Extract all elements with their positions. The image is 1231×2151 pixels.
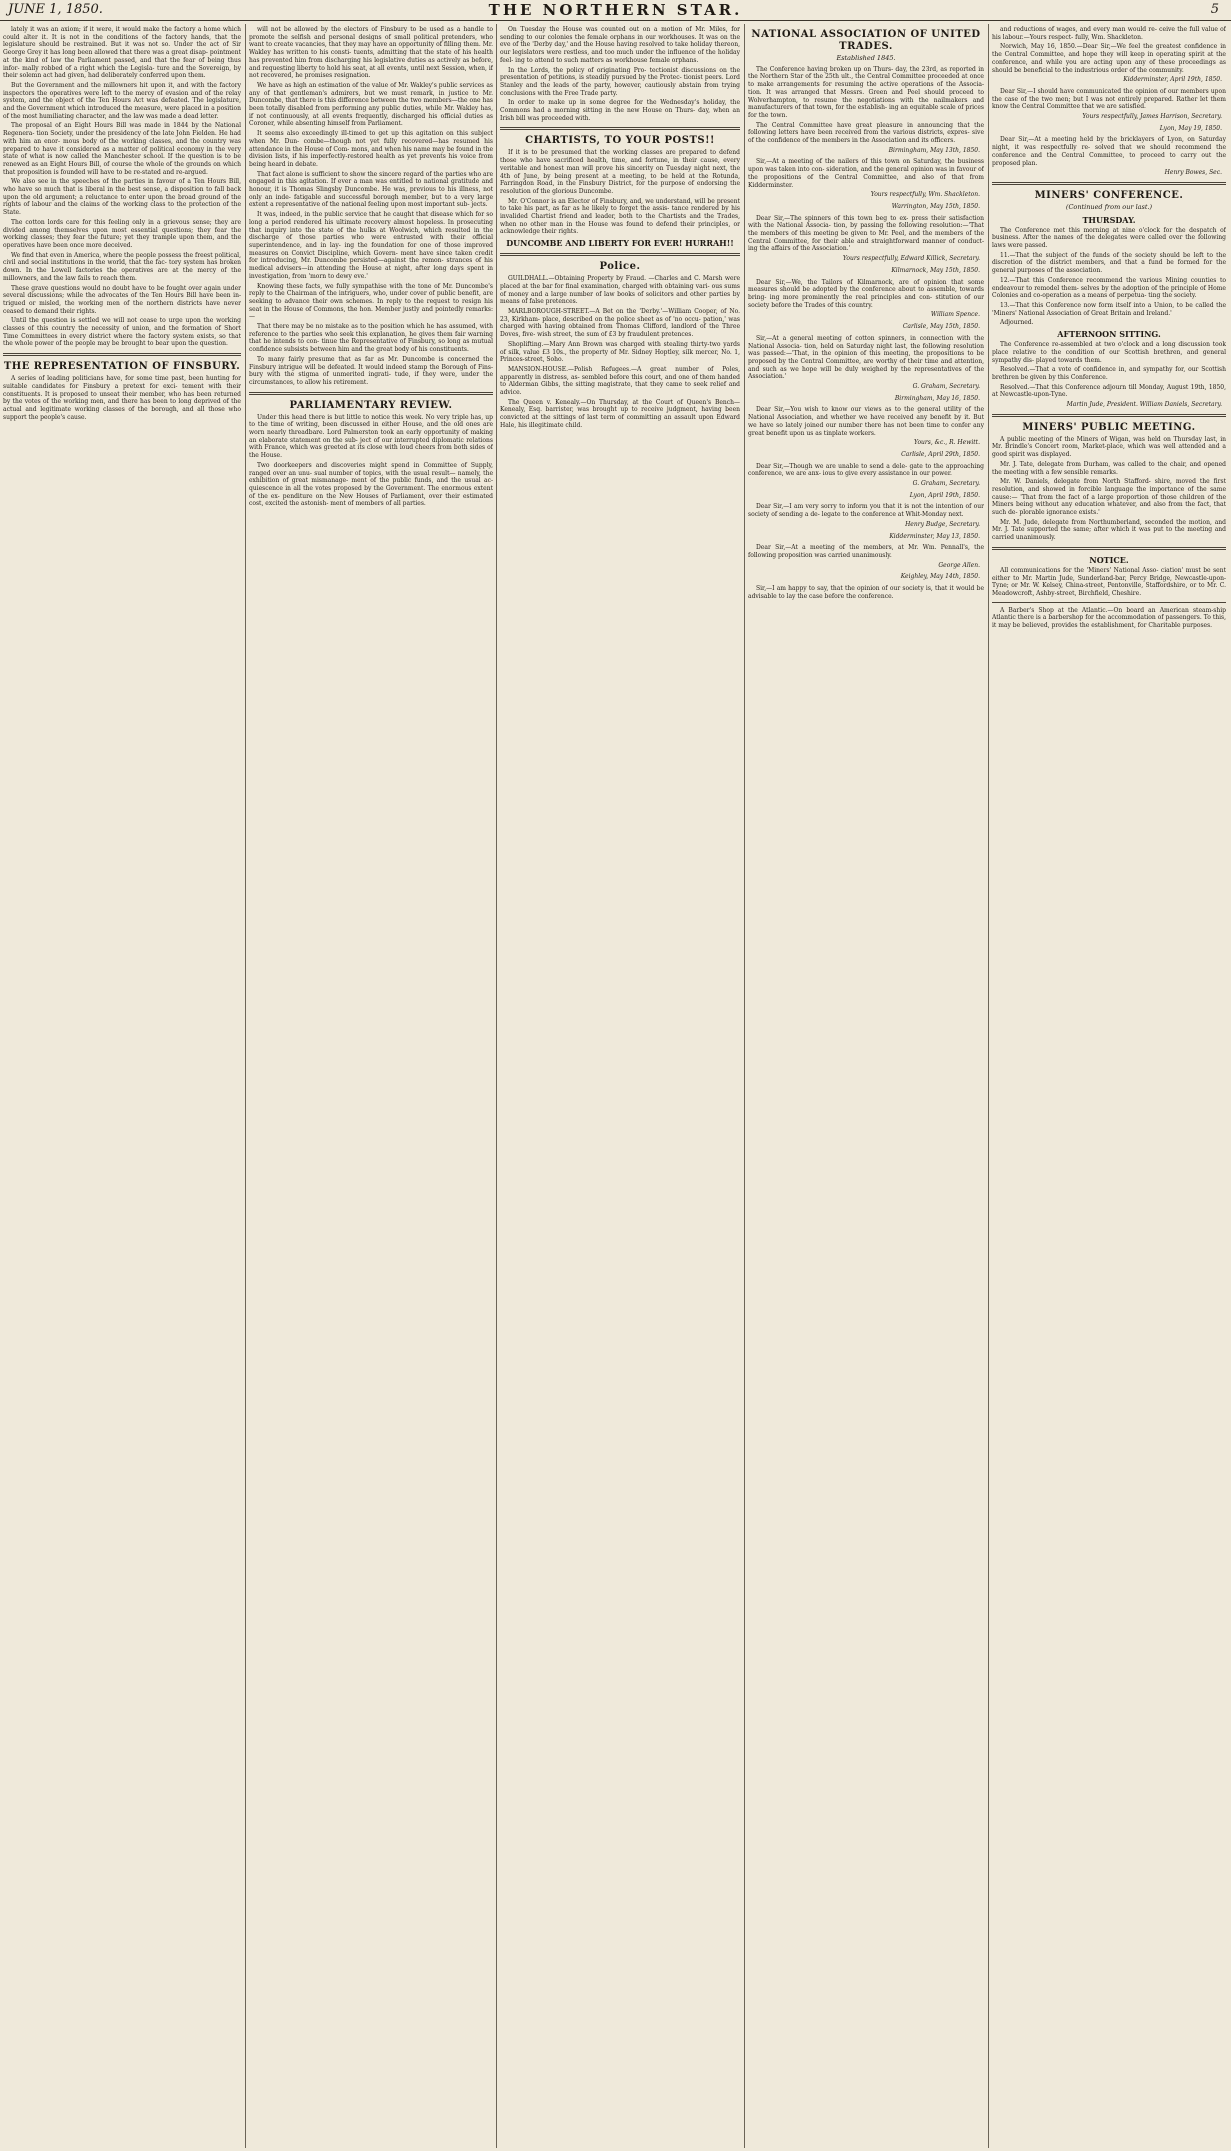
masthead [0, 0, 1231, 21]
section-rule [992, 602, 1226, 603]
article-paragraph: GUILDHALL.—Obtaining Property by Fraud. —Charles and C. Marsh were placed at the bar for final examination, charged with obtaining vari- ous sums of money and a large number of law books of solicitors and other parties by means of false pretences. [500, 275, 740, 306]
notice-heading: NOTICE. [1089, 554, 1129, 565]
letter-signature: Yours respectfully, Edward Killick, Secretary. [842, 255, 980, 263]
letter-signature: Henry Bowes, Sec. [1164, 169, 1222, 177]
article-paragraph: Until the question is settled we will not cease to urge upon the working classes of this country the necessity of union, and the formation of Short Time Committees in every district where the factory system exists, so that the whole power of the people may be brought to bear upon the question. [3, 317, 241, 348]
article-paragraph: The Central Committee have great pleasure in announcing that the following letters have been received from the various districts, expres- sive of the confidence of the members in the Association and its officers. [748, 121, 984, 145]
article-paragraph: MARLBOROUGH-STREET.—A Bet on the 'Derby.'—William Cooper, of No. 23, Kirkham- place, described on the police sheet as of 'no occu- pation,' was charged with having obtained from Thomas Clifford, landlord of the Three Doves, five- wish street, the sum of £3 by fraudulent pretences. [500, 307, 740, 339]
article-paragraph: That fact alone is sufficient to show the sincere regard of the parties who are engaged in this agitation. If ever a man was entitled to national gratitude and honour, it is Thomas Slingsby Duncombe. He was, previous to his illness, not only an inde- fatigable and successful borough member, but to a very large extent a representative of the national feeling upon most important sub- jects. [249, 170, 493, 209]
section-subheading: THURSDAY. [1082, 214, 1136, 225]
article-paragraph: Resolved.—That a vote of confidence in, and sympathy for, our Scottish brethren be given by this Conference. [992, 366, 1226, 381]
slogan: DUNCOMBE AND LIBERTY FOR EVER! HURRAH!! [506, 238, 734, 249]
article-paragraph: It was, indeed, in the public service that he caught that disease which for so long a period rendered his ultimate recovery almost hopeless. In prosecuting that inquiry into the state of the hulks at Woolwich, which resulted in the discharge of those parties who were entrusted with their official superintendence, and in lay- ing the foundation for one of those improved measures on Convict Discipline, which Govern- ment have since taken credit for introducing, Mr. Duncombe persisted—against the remon- strances of his medical advisers—in attending the House at night, after long days spent in investigation, from 'morn to dewy eve.' [249, 211, 493, 280]
article-paragraph: Knowing these facts, we fully sympathise with the tone of Mr. Duncombe's reply to the Chairman of the intriguers, who, under cover of public benefit, are seeking to advance their own schemes. In reply to the request to resign his seat in the House of Commons, the hon. Member justly and pointedly remarks:— [249, 282, 493, 321]
article-paragraph: The Conference met this morning at nine o'clock for the despatch of business. After the names of the delegates were called over the following laws were passed. [992, 226, 1226, 250]
article-heading: MINERS' PUBLIC MEETING. [1022, 421, 1196, 433]
section-rule [992, 547, 1226, 550]
section-rule [249, 392, 493, 395]
article-heading: Police. [599, 261, 641, 273]
signatories: Martin Jude, President. William Daniels, Secretary. [1066, 401, 1222, 409]
article-paragraph: Two doorkeepers and discoveries might spend in Committee of Supply, ranged over an unu- sual number of topics, with the usual result— namely, the exhibition of great mismanage- ment of the public funds, and the usual ac- quiescence in all the votes proposed by the Government. The enormous extent of the ex- penditure on the New Houses of Parliament, over their estimated cost, excited the astonish- ment of members of all parties. [249, 461, 493, 508]
column-1 [3, 26, 241, 2146]
article-paragraph: Mr. M. Jude, delegate from Northumberland, seconded the motion, and Mr. J. Tate supported the same; after which it was put to the meeting and carried unanimously. [992, 518, 1226, 542]
article-paragraph: A Barber's Shop at the Atlantic.—On board an American steam-ship Atlantic there is a barbershop for the accommodation of passengers. To this, it may be believed, provides the establishment, for Charitable purposes. [992, 606, 1226, 630]
article-paragraph: On Tuesday the House was counted out on a motion of Mr. Miles, for sending to our colonies the female orphans in our workhouses. It was on the eve of the 'Derby day,' and the House having resolved to take holiday thereon, our legislators were restless, and too much under the influence of the holiday feel- ing to attend to such matters as workhouse female orphans. [500, 26, 740, 64]
letter-signature: Henry Budge, Secretary. [905, 520, 980, 528]
letter-text: Dear Sir,—We, the Tailors of Kilmarnock, are of opinion that some measures should be adopted by the conference about to assemble, towards bring- ing more prominently the real principles and con- stitution of our society before the Trades of this country. [748, 278, 984, 309]
letter-text: Dear Sir,—I am very sorry to inform you that it is not the intention of our society of sending a de- legate to the conference at Whit-Monday next. [748, 503, 984, 519]
article-paragraph: But the Government and the millowners hit upon it, and with the factory inspectors the operatives were left to the mercy of evasion and of the relay system, and the object of the Ten Hours Act was defeated. The legislature, and the Government which introduced the measure, were placed in a position of the most humiliating character, and the law was made a dead letter. [3, 81, 241, 120]
article-paragraph: Resolved.—That this Conference adjourn till Monday, August 19th, 1850, at Newcastle-upon-Tyne. [992, 383, 1226, 399]
article-paragraph: The Conference having broken up on Thurs- day, the 23rd, as reported in the Northern Star of the 25th ult., the Central Committee proceeded at once to make arrangements for resuming the active operations of the Associa- tion. It was arranged that Messrs. Green and Peel should proceed to Wolverhampton, to resume the negotiations with the nailmakers and manufacturers of that town, for the establish- ing an equitable scale of prices for the town. [748, 65, 984, 119]
column-divider [988, 24, 989, 2148]
letter-text: Sir,—At a general meeting of cotton spinners, in connection with the National Associa- tion, held on Saturday night last, the following resolution was passed:—'That, in the opinion of this meeting, the propositions to be proposed by the Central Committee, are worthy of their time and attention, and such as we hope will be duly weighed by the representatives of the Association.' [748, 334, 984, 381]
section-rule [992, 182, 1226, 185]
article-paragraph: These grave questions would no doubt have to be fought over again under several discussions; while the advocates of the Ten Hours Bill have been in- trigued or misled, the working men of the northern districts have never ceased to demand their rights. [3, 284, 241, 315]
article-paragraph: In the Lords, the policy of originating Pro- tectionist discussions on the presentation of petitions, is steadily pursued by the Protec- tionist peers. Lord Stanley and the leads of the party, however, cautiously abstain from trying conclusions with the Free Trade party. [500, 66, 740, 97]
article-heading: MINERS' CONFERENCE. [1034, 189, 1184, 201]
article-heading: PARLIAMENTARY REVIEW. [289, 399, 453, 411]
letter-place: Carlisle, April 29th, 1850. [901, 450, 980, 458]
continued-note: (Continued from our last.) [1065, 202, 1153, 211]
article-paragraph: We have as high an estimation of the value of Mr. Wakley's public services as any of that gentleman's admirers, but we must remark, in justice to Mr. Duncombe, that there is this difference between the two members—the one has been totally disabled from performing any public duties, while Mr. Wakley has, if not continuously, at all events frequently, discharged his official duties as Coroner, while absenting himself from Parliament. [249, 81, 493, 128]
column-4 [748, 26, 984, 2146]
letter-place: Kilmarnock, May 15th, 1850. [891, 266, 980, 274]
letter-place: Kidderminster, May 13, 1850. [889, 532, 980, 540]
letter-signature: G. Graham, Secretary. [912, 480, 980, 488]
article-paragraph: We also see in the speeches of the parties in favour of a Ten Hours Bill, who have so much that is liberal in the best sense, a disposition to fall back upon the old argument; a reluctance to enter upon the broad ground of the rights of labour and the claims of the working class to the protection of the State. [3, 178, 241, 217]
article-paragraph: lately it was an axiom; if it were, it would make the factory a home which could alter it. It is not in the conditions of the factory hands, that the legislature should be restrained. But it was not so. Under the act of Sir George Grey it has long been allowed that there was a great disap- pointment at the kind of law the Parliament passed, and that the fear of being thus infor- mally robbed of a right which the Legisla- ture and the Sovereign, by their solemn act had given, had deliberately conferred upon them. [3, 26, 241, 80]
article-paragraph: Shoplifting.—Mary Ann Brown was charged with stealing thirty-two yards of silk, value £3 10s., the property of Mr. Sidney Hoptley, silk mercer, No. 1, Princes-street, Soho. [500, 340, 740, 364]
article-paragraph: Norwich, May 16, 1850.—Dear Sir,—We feel the greatest confidence in the Central Committee, and hope they will keep in operating spirit at the conference, and while you are acting upon any of these proceedings as should be beneficial to the industrious order of the community. [992, 43, 1226, 74]
article-paragraph: and reductions of wages, and every man would re- ceive the full value of his labour.—Yours respect- fully, Wm. Shackleton. [992, 26, 1226, 41]
newspaper-title: THE NORTHERN STAR. [488, 1, 743, 19]
article-paragraph: The proposal of an Eight Hours Bill was made in 1844 by the National Regenera- tion Society, under the presidency of the late John Fielden. He had with him an enor- mous body of the working classes, and the country was prepared to have it considered as a matter of political economy in the very state of what is now called the Manchester school. If the question is to be renewed as an Eight Hours Bill, of course the whole of the grounds on which that proposition is founded will have to be re-stated and re-argued. [3, 122, 241, 176]
article-paragraph: 11.—That the subject of the funds of the society should be left to the discretion of the district members, and that a fund be formed for the general purposes of the association. [992, 251, 1226, 275]
letter-text: Dear Sir,—You wish to know our views as to the general utility of the National Association, and whether we have received any benefit by it. But we have so lately joined our number there has not been time to confer any great benefit upon us as tinplate workers. [748, 406, 984, 437]
letter-text: Sir,—At a meeting of the nailers of this town on Saturday, the business upon was taken into con- sideration, and the general opinion was in favour of the propositions of the Central Committee, and also of that from Kidderminster. [748, 158, 984, 189]
article-paragraph: will not be allowed by the electors of Finsbury to be used as a handle to promote the selfish and personal designs of small political pretenders, who want to create vacancies, that they may have an opportunity of filling them. Mr. Wakley has written to his consti- tuents, admitting that the state of his health has prevented him from discharging his legislative duties as actively as before, and requesting liberty to hold his seat, at all events, until next Session, when, if not recovered, he promises resignation. [249, 26, 493, 80]
column-divider [496, 24, 497, 2148]
article-paragraph: To many fairly presume that as far as Mr. Duncombe is concerned the Finsbury intrigue will be defeated. It would indeed stamp the Borough of Fins- bury with the stigma of unmerited ingrati- tude, if they were, under the circumstances, to allow his retirement. [249, 355, 493, 386]
article-paragraph: If it is to be presumed that the working classes are prepared to defend those who have sacrificed health, time, and fortune, in their cause, every veritable and honest man will prove his sincerity on Tuesday night next, the 4th of June, by being present at a meeting, to be held at the Rotunda, Farringdon Road, in the Finsbury District, for the purpose of endorsing the resolution of the glorious Duncombe. [500, 149, 740, 195]
article-paragraph: We find that even in America, where the people possess the freest political, civil and social institutions in the world, that the fac- tory system has broken down. In the Lowell factories the operatives are at the mercy of the millowners, and the law fails to reach them. [3, 251, 241, 282]
article-paragraph: Under this head there is but little to notice this week. No very triple has, up to the time of writing, been discussed in either House, and the old ones are worn nearly threadbare. Lord Palmerston took an early opportunity of making an elaborate statement on the sub- ject of our interrupted diplomatic relations with France, which was greeted at its close with loud cheers from both sides of the House. [249, 413, 493, 460]
letter-place: Lyon, May 19, 1850. [1159, 124, 1222, 132]
letter-place: Carlisle, May 15th, 1850. [902, 323, 980, 331]
article-heading: NATIONAL ASSOCIATION OF UNITED TRADES. [751, 29, 981, 52]
letter-signature: G. Graham, Secretary. [912, 383, 980, 391]
column-3 [500, 26, 740, 2146]
letter-signature: Yours, &c., R. Hewitt. [914, 439, 980, 447]
column-divider [744, 24, 745, 2148]
article-paragraph: 12.—That this Conference recommend the various Mining counties to endeavour to remodel them- selves by the adoption of the principle of Home Colonies and co-operation as a means of perpetua- ting the society. [992, 276, 1226, 300]
column-5 [992, 26, 1226, 2146]
letter-text: Dear Sir,—I should have communicated the opinion of our members upon the case of the two men; but I was not entirely prepared. Rather let them know the Central Committee that we are satisfied. [992, 87, 1226, 111]
letter-signature: Yours respectfully, James Harrison, Secretary. [1082, 113, 1222, 121]
article-paragraph: The Queen v. Kenealy.—On Thursday, at the Court of Queen's Bench—Kenealy, Esq. barrister, was brought up to receive judgment, having been convicted at the sittings of last term of committing an assault upon Edward Hale, his illegitimate child. [500, 398, 740, 429]
article-paragraph: The cotton lords care for this feeling only in a grievous sense; they are divided among themselves upon most essential questions; they fear the working classes; they fear the future; yet they trample upon them, and the operatives have been once more deceived. [3, 218, 241, 249]
letter-text: Dear Sir,—The spinners of this town beg to ex- press their satisfaction with the National Associa- tion, by passing the following resolution:—'That the members of this meeting be given to Mr. Peel, and the members of the Central Committee, for their able and straightforward manner of conduct- ing the affairs of the Association.' [748, 214, 984, 253]
article-paragraph: Adjourned. [1000, 319, 1034, 327]
issue-date: JUNE 1, 1850. [8, 2, 103, 17]
letter-text: Dear Sir,—Though we are unable to send a dele- gate to the approaching conference, we are anx- ious to give every assistance in our power. [748, 462, 984, 478]
section-rule [500, 127, 740, 130]
letter-place: Birmingham, May 16, 1850. [894, 394, 980, 402]
article-paragraph: All communications for the 'Miners' National Asso- ciation' must be sent either to Mr. Martin Jude, Sunderland-bar, Percy Bridge, Newcastle-upon-Tyne; or Mr. W. Kelsey, China-street, Pentonville, Staffordshire, or to Mr. C. Meadowcroft, Ashby-street, Birchfield, Cheshire. [992, 566, 1226, 597]
article-paragraph: The Conference re-assembled at two o'clock and a long discussion took place relative to the condition of our Scottish brethren, and general sympathy dis- played towards them. [992, 341, 1226, 364]
letter-text: Dear Sir,—At a meeting held by the bricklayers of Lyon, on Saturday night, it was respectfully re- solved that we should recommend the conference and the Central Committee, to proceed to carry out the proposed plan. [992, 136, 1226, 167]
letter-text: Sir,—I am happy to say, that the opinion of our society is, that it would be advisable to lay the case before the conference. [748, 585, 984, 600]
article-paragraph: Mr. J. Tate, delegate from Durham, was called to the chair, and opened the meeting with a few sensible remarks. [992, 460, 1226, 476]
letter-signature: Yours respectfully, Wm. Shackleton. [870, 191, 980, 199]
letter-place: Warrington, May 15th, 1850. [891, 202, 980, 210]
article-paragraph: MANSION-HOUSE.—Polish Refugees.—A great number of Poles, apparently in distress, as- sembled before this court, and one of them handed to Alderman Gibbs, the sitting magistrate, that they came to seek relief and advice. [500, 365, 740, 397]
letter-place: Kidderminster, April 19th, 1850. [1123, 76, 1222, 84]
letter-place: Lyon, April 19th, 1850. [909, 491, 980, 499]
article-heading: THE REPRESENTATION OF FINSBURY. [3, 361, 241, 373]
letter-signature: George Allen. [938, 561, 980, 569]
letter-place: Birmingham, May 13th, 1850. [888, 146, 980, 154]
column-2 [249, 26, 493, 2146]
section-subheading: AFTERNOON SITTING. [1057, 329, 1161, 340]
article-paragraph: It seems also exceedingly ill-timed to get up this agitation on this subject when Mr. Dun- combe—though not yet fully recovered—has resumed his attendance in the House of Com- mons, and when his name may be found in the division lists, if his imperfectly-restored health as yet prevents his voice from being heard in debate. [249, 130, 493, 168]
article-paragraph: Mr. O'Connor is an Elector of Finsbury, and, we understand, will be present to take his part, as far as he likely to forget the assis- tance rendered by his invalided Chartist friend and leader, both to the Chartists and the Trades, when no other man in the House was found to defend their principles, or acknowledge their rights. [500, 197, 740, 236]
letter-place: Keighley, May 14th, 1850. [900, 573, 980, 581]
established-line: Established 1845. [836, 54, 896, 62]
letter-text: Dear Sir,—At a meeting of the members, at Mr. Wm. Pennall's, the following proposition was carried unanimously. [748, 544, 984, 559]
article-heading: CHARTISTS, TO YOUR POSTS!! [525, 135, 715, 147]
article-paragraph: 13.—That this Conference now form itself into a Union, to be called the 'Miners' National Association of Great Britain and Ireland.' [992, 301, 1226, 317]
article-paragraph: A series of leading politicians have, for some time past, been hunting for suitable candidates for Finsbury a pretext for exci- tement with their constituents. It is proposed to unseat their member, who has been returned by the votes of the working men, and there has been to long deprived of the actual and legitimate working classes of the borough, and all those who support the people's cause. [3, 375, 241, 421]
section-rule [500, 253, 740, 256]
section-rule [992, 414, 1226, 417]
column-divider [245, 24, 246, 2148]
article-paragraph: A public meeting of the Miners of Wigan, was held on Thursday last, in Mr. Brindle's Concert room, Market-place, which was well attended and a good spirit was displayed. [992, 435, 1226, 459]
letter-signature: William Spence. [930, 311, 980, 319]
page-number: 5 [1210, 2, 1219, 17]
article-paragraph: That there may be no mistake as to the position which he has assumed, with reference to the parties who seek this explanation, he gives them fair warning that he intends to con- tinue the Representative of Finsbury, so long as mutual confidence subsists between him and the great body of his constituents. [249, 323, 493, 354]
section-rule [3, 353, 241, 356]
article-paragraph: In order to make up in some degree for the Wednesday's holiday, the Commons had a morning sitting in the new House on Thurs- day, when an Irish bill was proceeded with. [500, 99, 740, 122]
article-paragraph: Mr. W. Daniels, delegate from North Stafford- shire, moved the first resolution, and showed in forcible language the importance of the same cause:— 'That from the fact of a large proportion of those children of the Miners being without any education whatever, and also from the fact, that such de- plorable ignorance exists.' [992, 478, 1226, 517]
